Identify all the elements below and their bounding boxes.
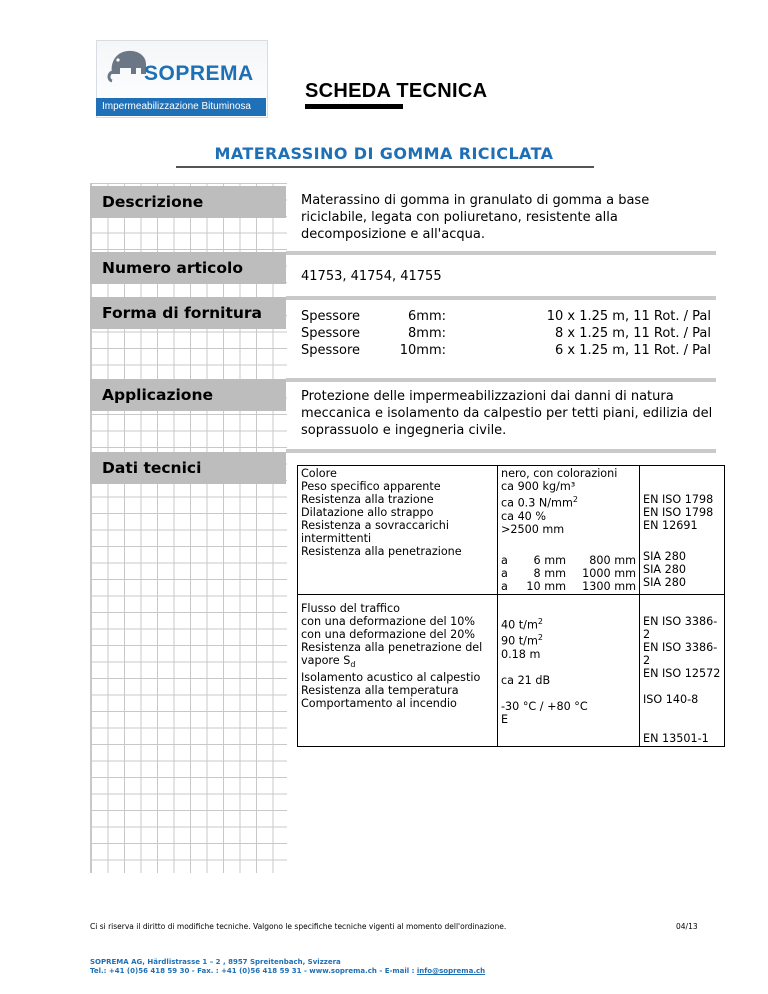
fornitura-row: [301, 342, 711, 359]
norm-sovraccarichi: EN 12691: [643, 519, 698, 532]
label-colore: Colore: [301, 467, 337, 480]
fornitura-spec: 6 x 1.25 m, 11 Rot. / Pal: [554, 343, 711, 358]
section-divider: [286, 251, 716, 255]
spacer: [501, 661, 636, 674]
footer-company-address: SOPREMA AG, Härdlistrasse 1 – 2 , 8957 Spreitenbach, Svizzera: [90, 958, 341, 966]
table-cell-labels: [298, 594, 498, 746]
spacer: [643, 467, 721, 480]
value-sovraccarichi: >2500 mm: [501, 522, 565, 536]
label-trazione: Resistenza alla trazione: [301, 493, 434, 506]
footer-email-link[interactable]: info@soprema.ch: [416, 967, 486, 975]
fornitura-label: Spessore: [301, 343, 361, 358]
fornitura-spec: 8 x 1.25 m, 11 Rot. / Pal: [554, 326, 711, 341]
label-def10: con una deformazione del 10%: [301, 614, 476, 628]
norm-vapore: EN ISO 12572: [643, 666, 721, 680]
norm-pen: SIA 280: [643, 563, 686, 576]
norm-incendio: EN 13501-1: [643, 731, 709, 745]
applicazione-text: Protezione delle impermeabilizzazioni dai danni di natura meccanica e isolamento da calpestio per tetti piani, edilizia del soprassuolo e ingegneria civile.: [301, 389, 713, 438]
value-trazione-text: ca 0.3 N/mm: [501, 496, 573, 510]
spacer: [643, 602, 721, 615]
value-def20-text: 90 t/m: [501, 635, 538, 649]
value-acustico: ca 21 dB: [501, 674, 551, 688]
label-peso: Peso specifico apparente: [301, 480, 441, 493]
label-temperatura: Resistenza alla temperatura: [301, 683, 459, 697]
value-peso: ca 900 kg/m³: [501, 480, 576, 493]
document-type-underline: [305, 104, 403, 109]
title-rule: [176, 166, 594, 168]
superscript: 2: [537, 633, 543, 643]
value-temperatura: -30 °C / +80 °C: [501, 700, 588, 714]
pen-a: a: [501, 553, 508, 567]
label-def20: con una deformazione del 20%: [301, 627, 476, 641]
pen-val: 1000 mm: [582, 566, 636, 580]
pen-mm: 8 mm: [533, 566, 566, 580]
section-heading-forma-fornitura: Forma di fornitura: [90, 297, 286, 329]
value-def20: [501, 631, 636, 648]
spacer: [643, 719, 721, 732]
fornitura-spec: 10 x 1.25 m, 11 Rot. / Pal: [546, 309, 711, 324]
table-cell-values: [498, 594, 640, 746]
superscript: 2: [537, 616, 543, 626]
table-cell-values: [498, 466, 640, 595]
pen-mm: 10 mm: [526, 579, 566, 593]
fornitura-size: 8mm:: [408, 326, 446, 341]
pen-a: a: [501, 566, 508, 580]
label-penetrazione: Resistenza alla penetrazione: [301, 545, 462, 558]
value-def10: [501, 615, 636, 632]
label-acustico: Isolamento acustico al calpestio: [301, 670, 481, 684]
fornitura-label: Spessore: [301, 309, 361, 324]
document-type: SCHEDA TECNICA: [305, 80, 488, 102]
fornitura-size: 10mm:: [399, 343, 446, 358]
label-vapore: [301, 641, 494, 671]
technical-data-table: [297, 465, 725, 747]
table-row: [298, 466, 725, 595]
pen-mm: 6 mm: [533, 553, 566, 567]
fornitura-label: Spessore: [301, 326, 361, 341]
spacer: [643, 680, 721, 693]
table-row: [298, 594, 725, 746]
penetration-row: [501, 567, 636, 580]
logo-tagline: Impermeabilizzazione Bituminosa: [96, 98, 266, 116]
section-heading-descrizione: Descrizione: [90, 186, 286, 218]
descrizione-text: Materassino di gomma in granulato di gomma a base riciclabile, legata con poliuretano, resistente alla decomposizione e all'acqua.: [301, 193, 650, 242]
penetration-row: [501, 554, 636, 567]
spacer: [643, 480, 721, 493]
section-divider: [286, 378, 716, 382]
value-dilatazione: ca 40 %: [501, 509, 546, 523]
norm-pen: SIA 280: [643, 550, 686, 563]
label-sovraccarichi: Resistenza a sovraccarichi intermittenti: [301, 519, 449, 545]
norm-def10: EN ISO 3386-2: [643, 614, 718, 641]
page-title: MATERASSINO DI GOMMA RICICLATA: [214, 144, 554, 163]
spacer: [501, 536, 636, 549]
footer-contact-text: Tel.: +41 (0)56 418 59 30 - Fax. : +41 (0)56 418 59 31 - www.soprema.ch - E-mail :: [90, 967, 417, 975]
footer-contact: [90, 967, 485, 976]
norm-trazione: EN ISO 1798: [643, 493, 714, 506]
section-heading-numero-articolo: Numero articolo: [90, 252, 286, 284]
norm-acustico: ISO 140-8: [643, 692, 699, 706]
table-cell-norms: [640, 466, 725, 595]
spacer: [501, 602, 636, 615]
label-traffico: Flusso del traffico: [301, 601, 400, 615]
fornitura-row: [301, 325, 711, 342]
section-heading-applicazione: Applicazione: [90, 379, 286, 411]
numero-articolo-text: 41753, 41754, 41755: [301, 269, 442, 284]
logo-wordmark: SOPREMA: [144, 62, 254, 85]
spacer: [501, 687, 636, 700]
spacer: [643, 532, 721, 545]
value-colore: nero, con colorazioni: [501, 467, 618, 480]
label-incendio: Comportamento al incendio: [301, 696, 457, 710]
table-cell-labels: [298, 466, 498, 595]
footer-disclaimer: Ci si riserva il diritto di modifiche tecniche. Valgono le specifiche tecniche vigenti al momento dell'ordinazione.: [90, 922, 507, 931]
value-def10-text: 40 t/m: [501, 618, 538, 632]
penetration-row: [501, 580, 636, 593]
norm-def20: EN ISO 3386-2: [643, 640, 718, 667]
footer-date: 04/13: [676, 922, 698, 931]
fornitura-size: 6mm:: [408, 309, 446, 324]
pen-val: 800 mm: [589, 553, 636, 567]
fornitura-row: [301, 308, 711, 325]
value-trazione: [501, 493, 636, 510]
table-cell-norms: [640, 594, 725, 746]
norm-dilatazione: EN ISO 1798: [643, 506, 714, 519]
value-vapore: 0.18 m: [501, 648, 541, 662]
left-grid-column: [90, 183, 287, 873]
superscript: 2: [572, 495, 578, 504]
value-incendio: E: [501, 713, 509, 727]
label-vapore-text: Resistenza alla penetrazione del vapore S: [301, 640, 483, 667]
subscript: d: [350, 659, 356, 669]
section-divider: [286, 449, 716, 453]
label-dilatazione: Dilatazione allo strappo: [301, 506, 434, 519]
pen-val: 1300 mm: [582, 579, 636, 593]
section-divider: [286, 296, 716, 300]
footer-company: [90, 958, 485, 976]
section-heading-dati-tecnici: Dati tecnici: [90, 452, 286, 484]
norm-pen: SIA 280: [643, 576, 686, 589]
pen-a: a: [501, 579, 508, 593]
spacer: [643, 706, 721, 719]
fornitura-list: [301, 308, 711, 359]
